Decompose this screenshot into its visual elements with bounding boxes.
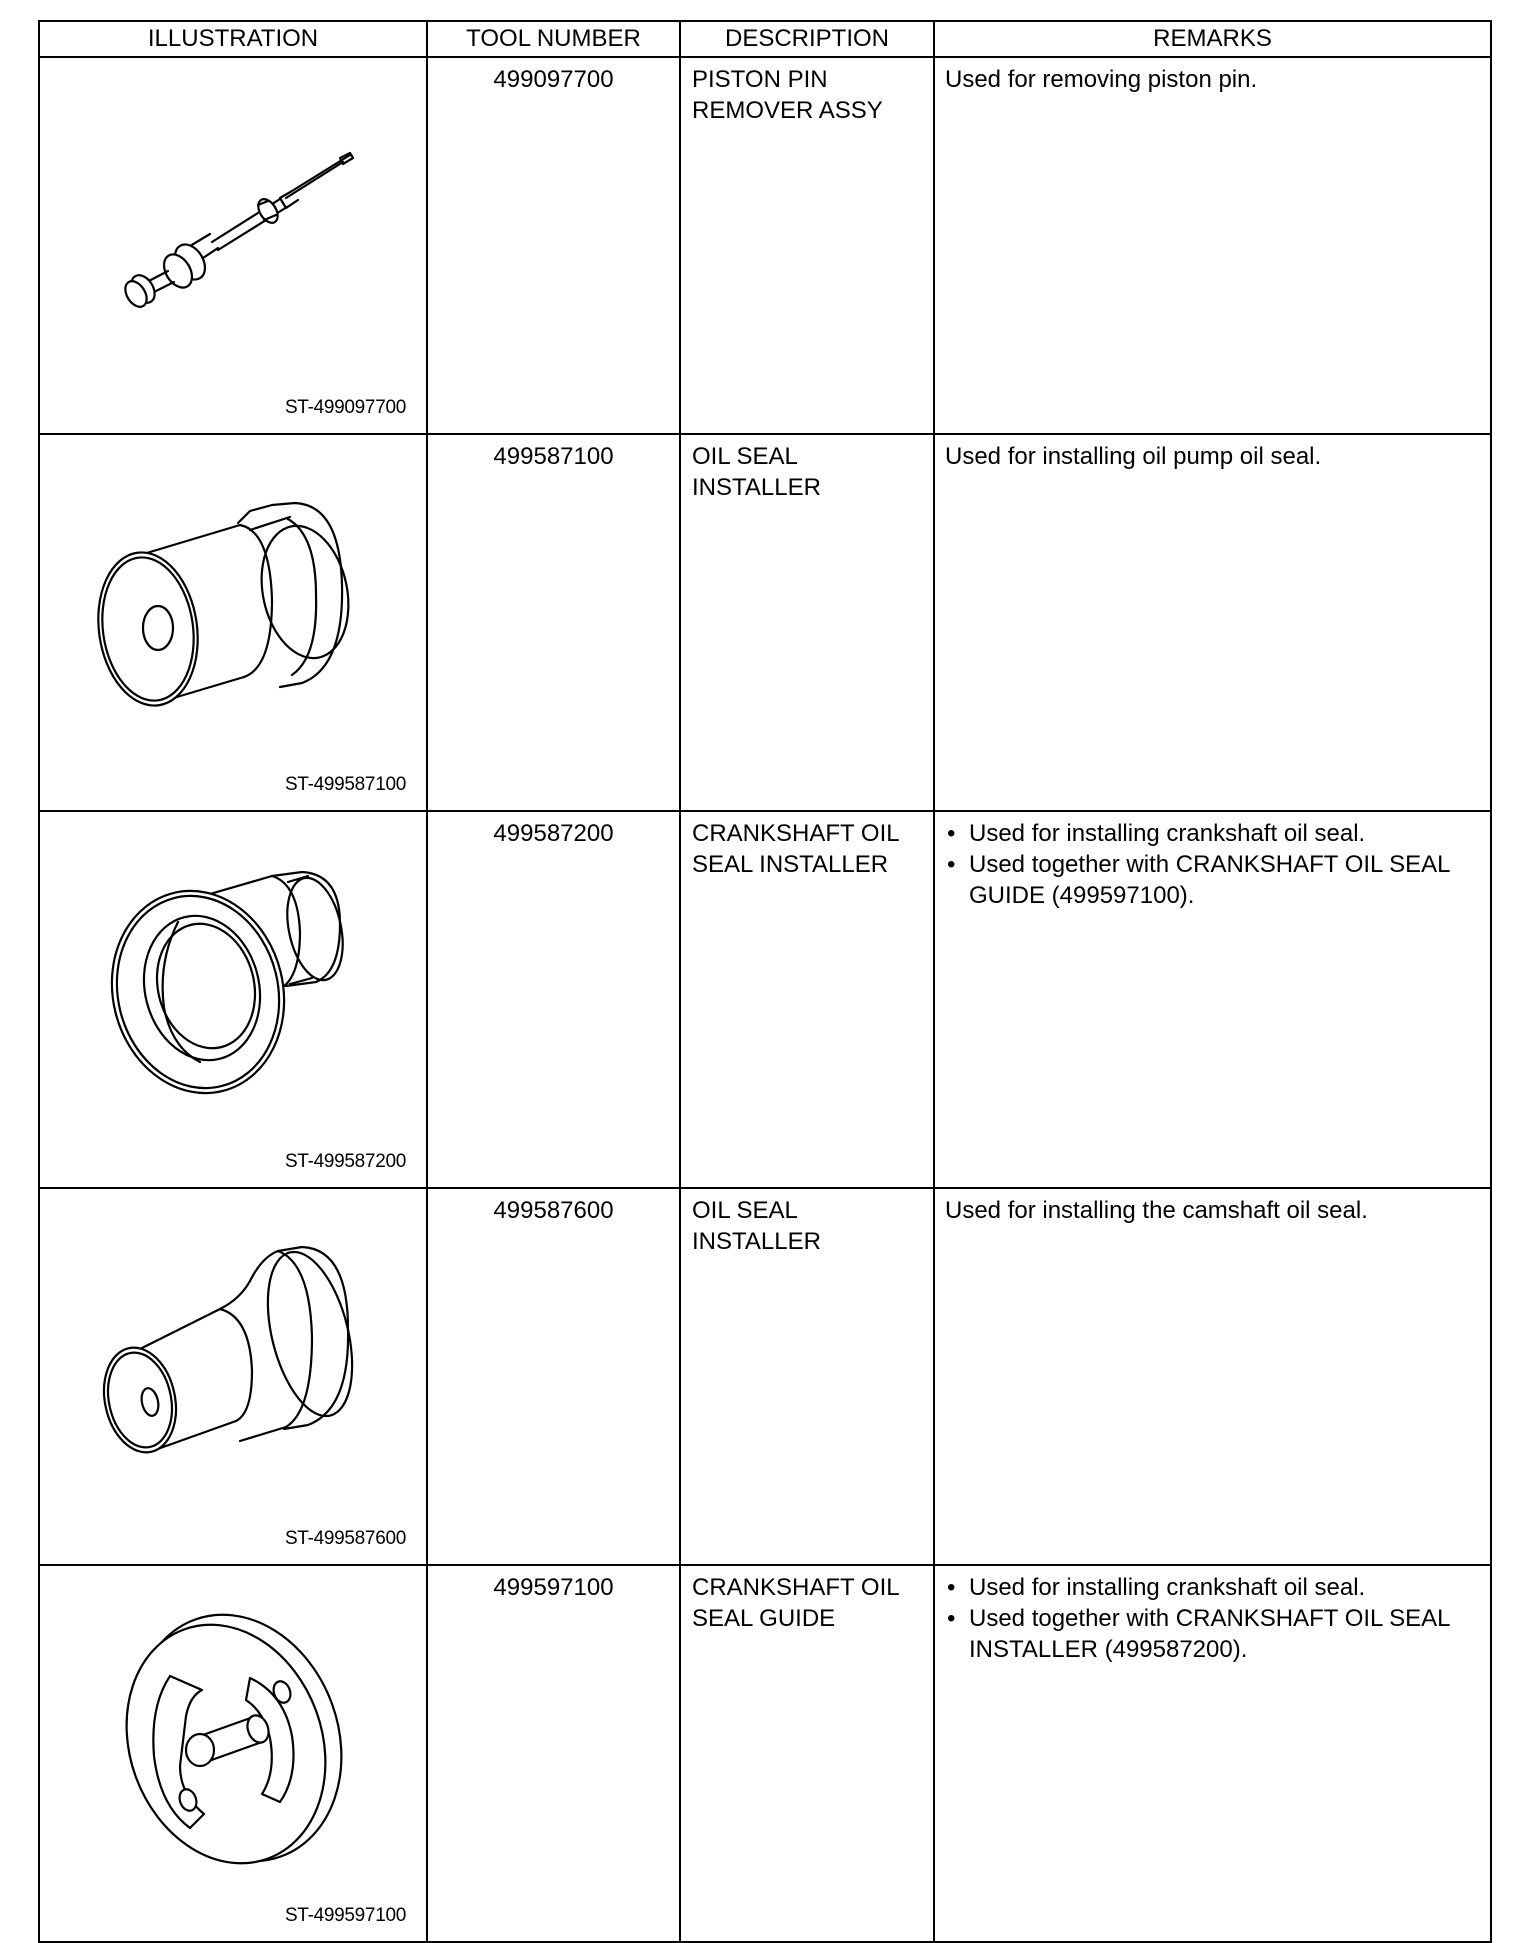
header-row — [39, 21, 1491, 57]
camshaft-oil-seal-installer-icon — [40, 1189, 428, 1558]
remarks-cell — [934, 434, 1491, 811]
tool-number-cell: 499597100 — [427, 1565, 680, 1942]
table-row — [39, 434, 1491, 811]
oil-seal-installer-icon — [40, 435, 428, 804]
table-row — [39, 811, 1491, 1188]
remarks-cell — [934, 57, 1491, 434]
illustration-cell — [39, 811, 427, 1188]
illustration-cell — [39, 434, 427, 811]
illustration-cell — [39, 1565, 427, 1942]
remark-item: • Used for installing crankshaft oil seal. — [945, 818, 1480, 849]
description-cell: PISTON PIN REMOVER ASSY — [680, 57, 934, 434]
special-tools-table — [38, 20, 1492, 1943]
piston-pin-remover-icon — [40, 58, 428, 427]
illustration-code: ST-499587200 — [284, 1151, 406, 1172]
illustration-cell — [39, 1188, 427, 1565]
remark-item: • Used for installing crankshaft oil seal. — [945, 1572, 1480, 1603]
description-cell: OIL SEAL INSTALLER — [680, 1188, 934, 1565]
remarks-cell — [934, 811, 1491, 1188]
remarks-list — [945, 818, 1480, 911]
remarks-cell — [934, 1565, 1491, 1942]
crankshaft-oil-seal-guide-icon — [40, 1566, 428, 1935]
tool-number-cell: 499097700 — [427, 57, 680, 434]
illustration-cell — [39, 57, 427, 434]
table-row — [39, 1188, 1491, 1565]
remarks-list — [945, 1572, 1480, 1665]
special-tools-sheet — [38, 20, 1490, 1943]
illustration-code: ST-499587600 — [284, 1528, 406, 1549]
description-cell: OIL SEAL INSTALLER — [680, 434, 934, 811]
table-row — [39, 1565, 1491, 1942]
illustration-code: ST-499597100 — [284, 1905, 406, 1926]
tool-number-cell: 499587600 — [427, 1188, 680, 1565]
remark-text: Used for installing oil pump oil seal. — [945, 443, 1322, 470]
remark-text: Used for removing piston pin. — [945, 66, 1258, 93]
remark-item: • Used together with CRANKSHAFT OIL SEAL INSTALLER (499587200). — [945, 1603, 1480, 1665]
tool-number-cell: 499587100 — [427, 434, 680, 811]
remark-item: • Used together with CRANKSHAFT OIL SEAL GUIDE (499597100). — [945, 849, 1480, 911]
header-tool-number: TOOL NUMBER — [427, 21, 680, 57]
illustration-code: ST-499587100 — [284, 774, 406, 795]
remark-text: Used for installing the camshaft oil seal. — [945, 1197, 1368, 1224]
header-description: DESCRIPTION — [680, 21, 934, 57]
remarks-cell — [934, 1188, 1491, 1565]
description-cell: CRANKSHAFT OIL SEAL GUIDE — [680, 1565, 934, 1942]
header-illustration: ILLUSTRATION — [39, 21, 427, 57]
description-cell: CRANKSHAFT OIL SEAL INSTALLER — [680, 811, 934, 1188]
illustration-code: ST-499097700 — [284, 397, 406, 418]
tool-number-cell: 499587200 — [427, 811, 680, 1188]
crankshaft-oil-seal-installer-icon — [40, 812, 428, 1181]
header-remarks: REMARKS — [934, 21, 1491, 57]
table-row — [39, 57, 1491, 434]
